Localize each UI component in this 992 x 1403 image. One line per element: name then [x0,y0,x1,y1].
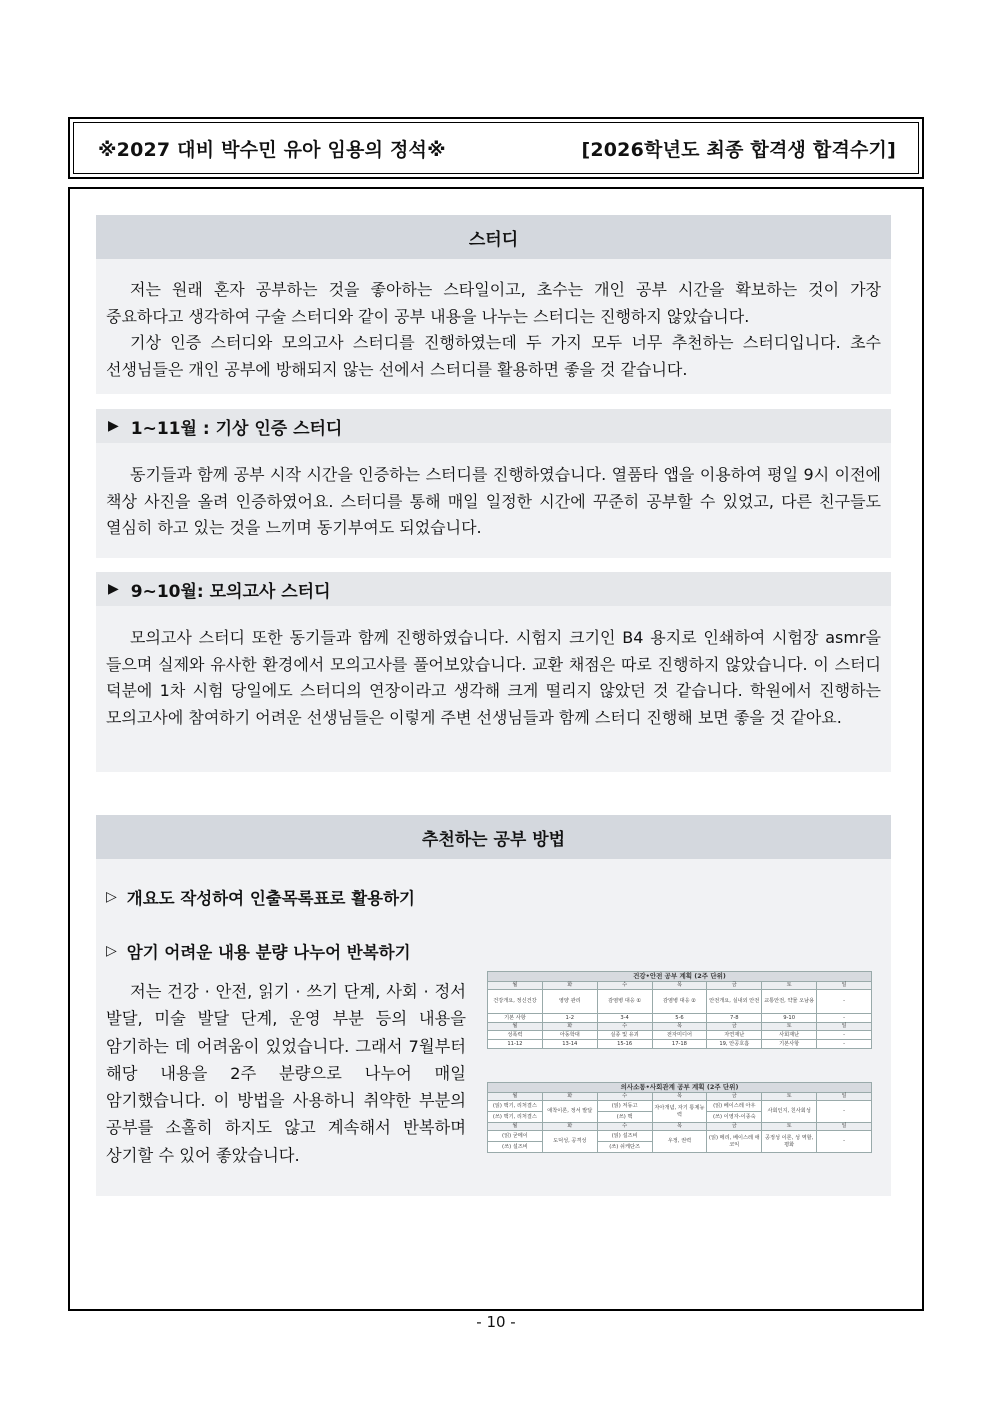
plan1-cell: - [817,1031,872,1040]
plan2-day: 금 [707,1093,762,1101]
plan2-day: 월 [488,1093,543,1101]
plan1-cell: 기본 사항 [488,1014,543,1023]
triangle-right-icon: ▶ [108,581,119,597]
plan1-cell: - [817,1014,872,1023]
mock-exam-study-title: 9~10월: 모의고사 스터디 [130,581,331,602]
plan1-cell: 아동학대 [542,1031,597,1040]
plan1-day: 토 [762,1023,817,1031]
method-repeat-text: 저는 건강 · 안전, 읽기 · 쓰기 단계, 사회 · 정서 발달, 미술 발달 단계, 운영 부분 등의 내용을 암기하는 데 어려움이 있었습니다. 그래서 7월부터 해당 내용을 2주 분량으로 나누어 매일 암기했습니다. 이 방법을 사용하니 취약한 부분의 공부를 소홀히 하지도 않고 계속해서 반복하며 상기할 수 있어 좋았습니다. [106,982,466,1165]
plan1-cell: 성폭력 [488,1031,543,1040]
wakeup-study-title: 1~11월 : 기상 인증 스터디 [130,418,343,439]
plan2-day: 수 [597,1123,652,1131]
plan1-day: 일 [817,1023,872,1031]
plan2-day: 화 [542,1123,597,1131]
plan1-cell: - [817,990,872,1014]
plan1-day: 목 [652,982,707,990]
plan1-day: 목 [652,1023,707,1031]
method-item-repeat-label: 암기 어려운 내용 분량 나누어 반복하기 [126,943,411,962]
mock-exam-study-heading [96,572,891,606]
study-section-title: 스터디 [96,215,891,259]
plan1-cell: 7-8 [707,1014,762,1023]
plan1-cell: 감염병 대응 ② [652,990,707,1014]
plan1-cell: 9-10 [762,1014,817,1023]
plan1-cell: 건강개요, 정신건강 [488,990,543,1014]
plan2-cell: 자아개념, 자기 통제능력 [652,1101,707,1123]
plan1-cell: 17-18 [652,1040,707,1049]
plan1-cell: 기본사항 [762,1040,817,1049]
method-item-repeat [106,939,411,963]
plan2-day: 목 [652,1093,707,1101]
plan1-day: 금 [707,1023,762,1031]
communication-social-plan-table [487,1082,872,1153]
plan2-title: 의사소통•사회관계 공부 계획 (2주 단위) [488,1083,872,1093]
header-series-title: ※2027 대비 박수민 유아 임용의 정석※ [98,138,446,161]
study-intro [96,259,891,394]
plan1-day: 수 [597,1023,652,1031]
plan2-day: 일 [817,1123,872,1131]
plan2-cell: 애착이론, 정서 발달 [542,1101,597,1123]
document-header-inner [73,122,919,174]
plan1-cell: 안전개요, 실내외 안전 [707,990,762,1014]
document-header [68,117,924,179]
plan1-cell: - [817,1040,872,1049]
plan1-day: 토 [762,982,817,990]
mock-exam-study-body [96,606,891,772]
plan1-cell: 19, 안공호흡 [707,1040,762,1049]
plan1-cell: 사회재난 [762,1031,817,1040]
plan2-day: 목 [652,1123,707,1131]
method-item-outline [106,885,415,909]
plan2-cell: (읽) 저동고 [597,1101,652,1112]
plan2-cell: (쓰) 설즈비 [488,1142,543,1153]
plan1-day: 화 [542,982,597,990]
plan1-title: 건강•안전 공부 계획 (2주 단위) [488,972,872,982]
plan2-cell: (읽) 베이스레 아우 [707,1101,762,1112]
plan1-day: 금 [707,982,762,990]
plan1-cell: 감염병 대응 ① [597,990,652,1014]
plan1-cell: 교통안전, 약물 오남용 [762,990,817,1014]
plan2-cell: - [817,1101,872,1123]
plan1-day: 화 [542,1023,597,1031]
plan2-day: 화 [542,1093,597,1101]
plan1-day: 월 [488,1023,543,1031]
page-number: - 10 - [476,1313,516,1331]
method-section-title: 추천하는 공부 방법 [96,815,891,859]
plan2-cell: 도덕성, 공격성 [542,1131,597,1153]
plan2-cell: (읽) 메리, 베이스레 애코익 [707,1131,762,1153]
plan1-cell: 전자미디어 [652,1031,707,1040]
plan2-day: 월 [488,1123,543,1131]
plan1-day: 일 [817,982,872,990]
plan2-cell: - [817,1131,872,1153]
plan2-cell: 공정성 이론, 성 역할, 평화 [762,1131,817,1153]
triangle-outline-icon: ▷ [106,943,117,959]
method-item-outline-label: 개요도 작성하여 인출목록표로 활용하기 [126,889,415,908]
plan1-cell: 실종 및 유괴 [597,1031,652,1040]
plan2-cell: (쓰) 맥기, 리처결스 [488,1112,543,1123]
plan2-day: 토 [762,1123,817,1131]
wakeup-study-heading [96,409,891,443]
triangle-outline-icon: ▷ [106,889,117,905]
plan1-cell: 자연재난 [707,1031,762,1040]
plan2-day: 금 [707,1123,762,1131]
health-safety-plan-table [487,971,872,1049]
plan1-cell: 3-4 [597,1014,652,1023]
plan1-day: 월 [488,982,543,990]
plan1-day: 수 [597,982,652,990]
plan2-cell: (쓰) 이영자-이종숙 [707,1112,762,1123]
triangle-right-icon: ▶ [108,418,119,434]
plan2-cell: (쓰) 쉬케단즈 [597,1142,652,1153]
plan1-cell: 11-12 [488,1040,543,1049]
plan2-cell: (읽) 설즈비 [597,1131,652,1142]
wakeup-study-text: 동기들과 함께 공부 시작 시간을 인증하는 스터디를 진행하였습니다. 열품타 앱을 이용하여 평일 9시 이전에 책상 사진을 올려 인증하였어요. 스터디를 통해 매일 일정한 시간에 꾸준히 공부할 수 있었고, 다른 친구들도 열심히 하고 있는 것을 느끼며 동기부여도 되었습니다. [106,465,881,537]
study-intro-paragraph-1: 저는 원래 혼자 공부하는 것을 좋아하는 스타일이고, 초수는 개인 공부 시간을 확보하는 것이 가장 중요하다고 생각하여 구술 스터디와 같이 공부 내용을 나누는 스터디는 진행하지 않았습니다. [106,280,881,326]
plan2-cell: 우정, 권력 [652,1131,707,1153]
header-doc-title: [2026학년도 최종 합격생 합격수기] [581,138,896,161]
plan1-cell: 영양 관리 [542,990,597,1014]
mock-exam-study-text: 모의고사 스터디 또한 동기들과 함께 진행하였습니다. 시험지 크기인 B4 용지로 인쇄하여 시험장 asmr을 들으며 실제와 유사한 환경에서 모의고사를 풀어보았습니다. 교환 채점은 따로 진행하지 않았습니다. 이 스터디 덕분에 1차 시험 당일에도 스터디의 연장이라고 생각해 크게 떨리지 않았던 것 같습니다. 학원에서 진행하는 모의고사에 참여하기 어려운 선생님들은 이렇게 주변 선생님들과 함께 스터디 진행해 보면 좋을 것 같아요. [106,628,881,727]
plan1-cell: 13-14 [542,1040,597,1049]
wakeup-study-body [96,443,891,558]
study-intro-paragraph-2: 기상 인증 스터디와 모의고사 스터디를 진행하였는데 두 가지 모두 너무 추천하는 스터디입니다. 초수 선생님들은 개인 공부에 방해되지 않는 선에서 스터디를 활용하면 좋을 것 같습니다. [106,333,881,379]
plan2-cell: (읽) 맥기, 리처결스 [488,1101,543,1112]
plan2-cell: (쓰) 맥 [597,1112,652,1123]
plan1-cell: 5-6 [652,1014,707,1023]
plan1-cell: 15-16 [597,1040,652,1049]
plan2-day: 일 [817,1093,872,1101]
plan2-cell: (읽) 굳메이 [488,1131,543,1142]
plan2-day: 수 [597,1093,652,1101]
plan1-cell: 1-2 [542,1014,597,1023]
plan2-cell: 사회인지, 친사회성 [762,1101,817,1123]
plan2-day: 토 [762,1093,817,1101]
